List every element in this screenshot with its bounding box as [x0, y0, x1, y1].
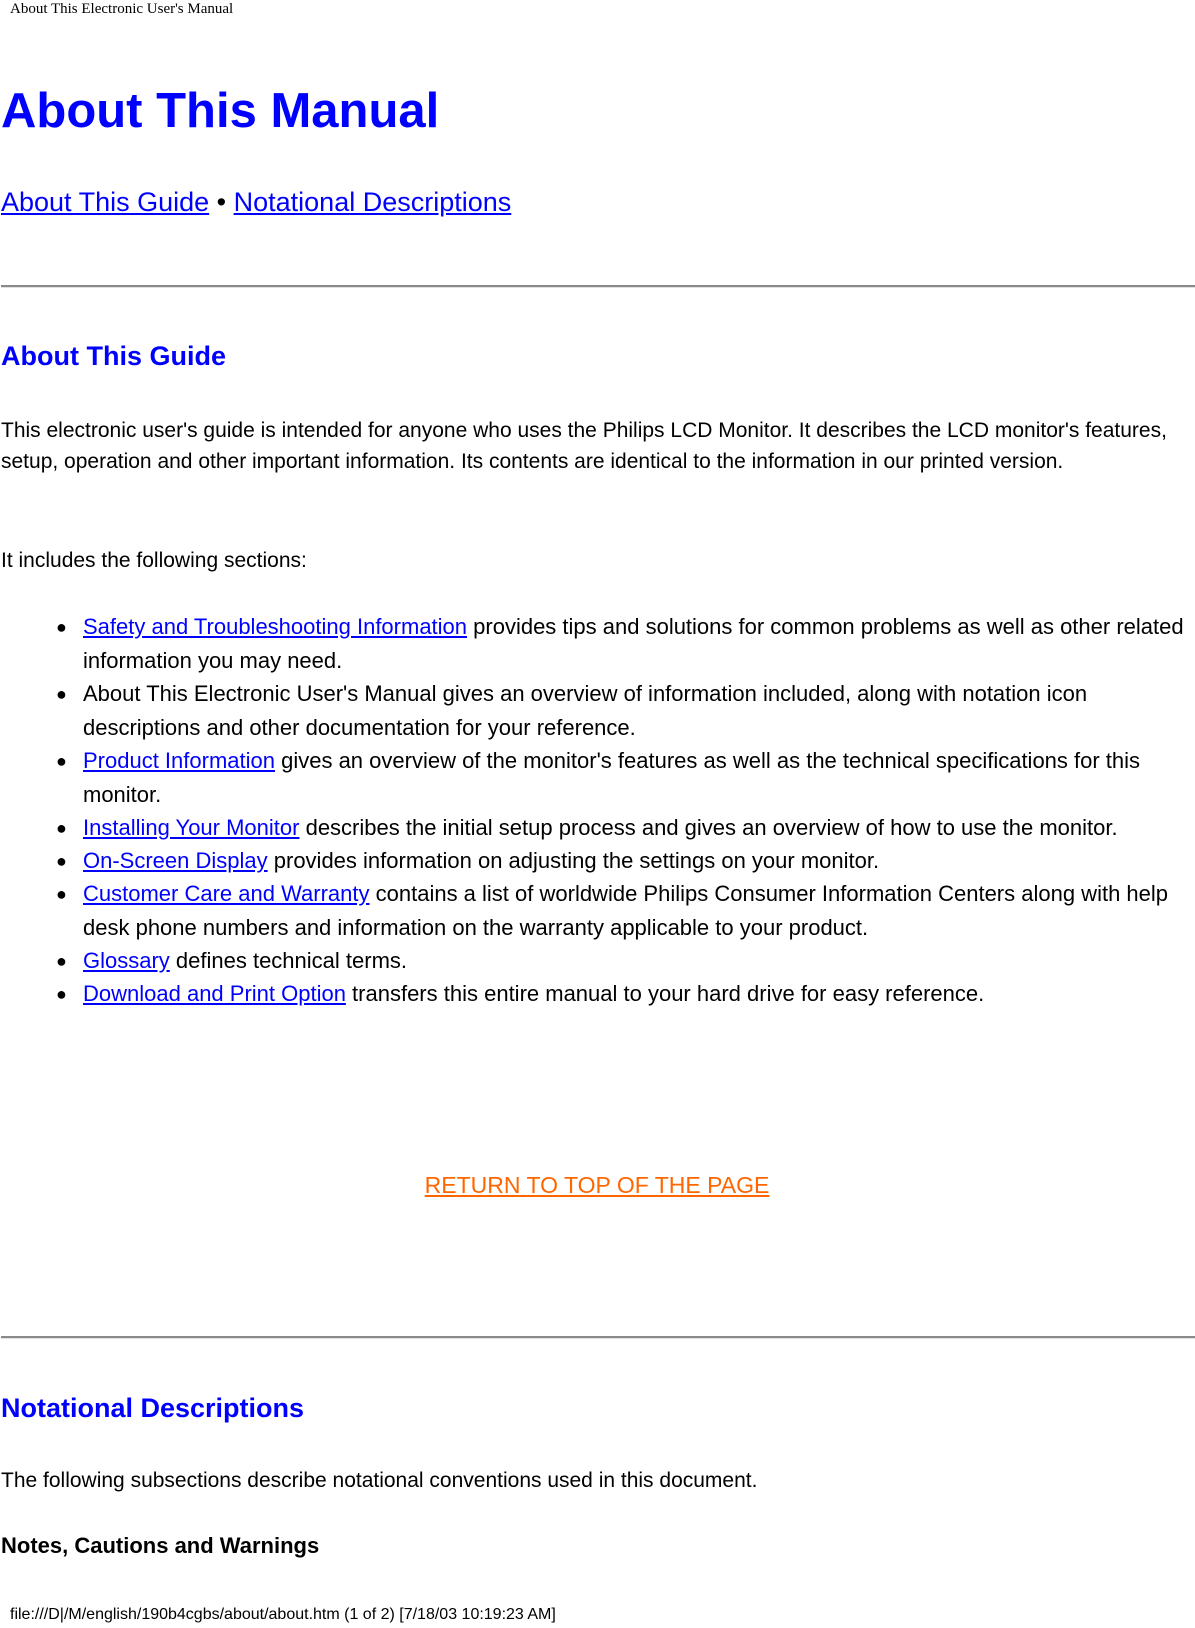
nav-link-notational-descriptions[interactable]: Notational Descriptions [233, 187, 512, 217]
link-glossary[interactable]: Glossary [83, 948, 170, 973]
list-item [1, 610, 1193, 678]
list-item-text: provides information on adjusting the settings on your monitor. [267, 848, 880, 873]
bullet-icon: ● [56, 617, 67, 637]
list-item-text: About This Electronic User's Manual gives an overview of information included, along with notation icon descriptions and other documentation for your reference. [83, 681, 1088, 740]
return-to-top [1, 1170, 1193, 1200]
bullet-icon: ● [56, 884, 67, 904]
list-item [1, 744, 1193, 812]
link-download-print[interactable]: Download and Print Option [83, 981, 346, 1006]
guide-intro-paragraph: This electronic user's guide is intended for anyone who uses the Philips LCD Monitor. It describes the LCD monitor's features, setup, operation and other important information. Its contents are identical to the information in our printed version. [1, 419, 1167, 473]
list-item-text: provides tips and solutions for common problems as well as other related information you may need. [83, 614, 1184, 673]
bullet-icon: ● [56, 984, 67, 1004]
bullet-icon: ● [56, 951, 67, 971]
bullet-icon: ● [56, 818, 67, 838]
print-header: About This Electronic User's Manual [10, 1, 234, 17]
divider [1, 285, 1195, 288]
list-item-text: contains a list of worldwide Philips Consumer Information Centers along with help desk phone numbers and information on the warranty applicable to your product. [83, 881, 1169, 940]
list-item-text: defines technical terms. [169, 948, 408, 973]
notational-intro-paragraph: The following subsections describe notational conventions used in this document. [1, 1469, 758, 1492]
bullet-icon: ● [56, 751, 67, 771]
nav-separator: • [216, 187, 227, 217]
link-product-information[interactable]: Product Information [83, 748, 275, 773]
list-item-text: describes the initial setup process and gives an overview of how to use the monitor. [299, 815, 1118, 840]
list-item [1, 811, 1193, 845]
list-item-text: gives an overview of the monitor's features as well as the technical specifications for this monitor. [83, 748, 1141, 807]
link-safety-troubleshooting[interactable]: Safety and Troubleshooting Information [83, 614, 468, 639]
section-heading-about-this-guide: About This Guide [1, 341, 226, 371]
divider [1, 1336, 1195, 1339]
print-footer: file:///D|/M/english/190b4cgbs/about/about.htm (1 of 2) [7/18/03 10:19:23 AM] [10, 1606, 556, 1623]
sections-intro: It includes the following sections: [1, 549, 307, 572]
list-item-text: transfers this entire manual to your hard drive for easy reference. [345, 981, 985, 1006]
list-item [1, 977, 1193, 1011]
list-item [1, 944, 1193, 978]
link-customer-care-warranty[interactable]: Customer Care and Warranty [83, 881, 370, 906]
list-item [1, 677, 1193, 745]
top-navigation [1, 186, 511, 218]
subheading-notes-cautions-warnings: Notes, Cautions and Warnings [1, 1533, 320, 1558]
section-heading-notational-descriptions: Notational Descriptions [1, 1393, 305, 1423]
bullet-icon: ● [56, 851, 67, 871]
return-to-top-link[interactable]: RETURN TO TOP OF THE PAGE [424, 1172, 770, 1198]
list-item [1, 844, 1193, 878]
page-title: About This Manual [1, 84, 440, 138]
sections-list [1, 610, 1193, 1010]
link-on-screen-display[interactable]: On-Screen Display [83, 848, 268, 873]
list-item [1, 877, 1193, 945]
link-installing-monitor[interactable]: Installing Your Monitor [83, 815, 300, 840]
nav-link-about-this-guide[interactable]: About This Guide [1, 187, 210, 217]
bullet-icon: ● [56, 684, 67, 704]
